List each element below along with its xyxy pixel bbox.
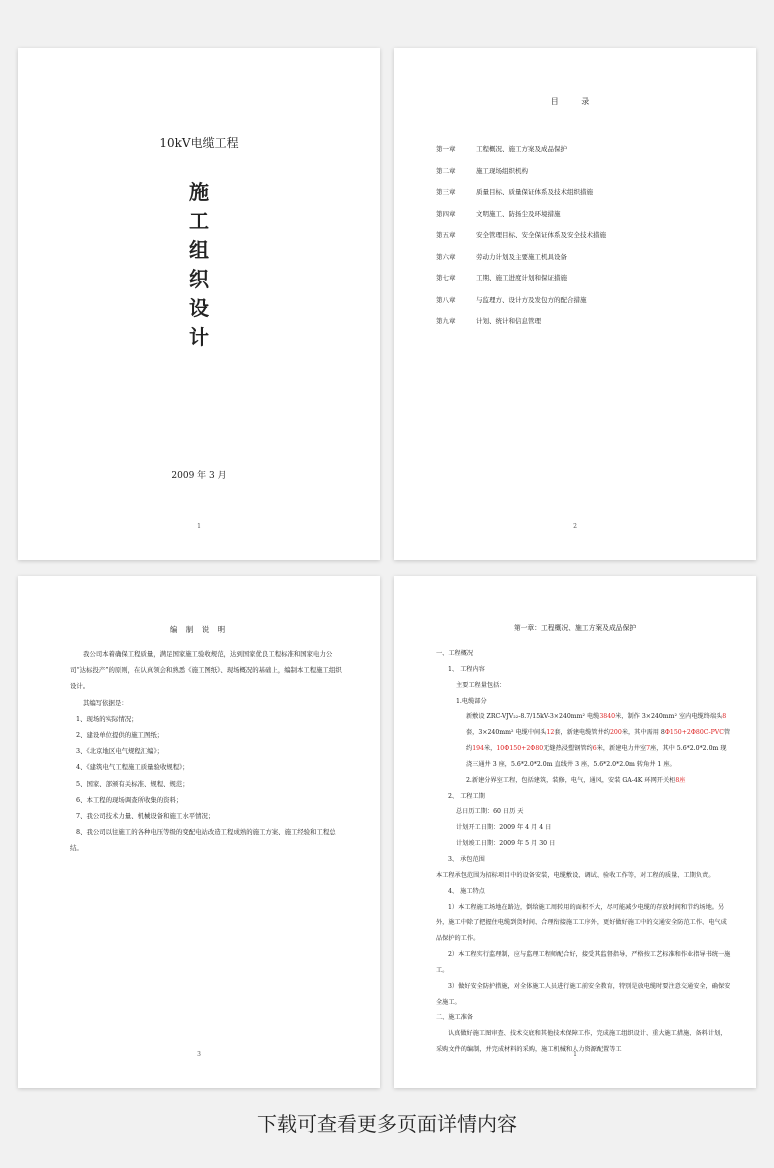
basis-heading: 其编写依据是： xyxy=(83,698,128,707)
toc-entry-title: 计划、统计和信息管理 xyxy=(476,317,541,326)
highlight-value: 6 xyxy=(592,745,597,753)
highlight-value: 8 xyxy=(675,776,680,784)
highlight-value: 8 xyxy=(722,713,727,721)
toc-entry-title: 工期、施工进度计划和保证措施 xyxy=(476,274,567,283)
cover-char: 计 xyxy=(189,325,209,349)
text-run: 套，新建电缆管井约 xyxy=(554,729,610,737)
subsection-heading: 2、 工程工期 xyxy=(448,792,485,800)
basis-item: 2、建设单位提供的施工图纸； xyxy=(76,731,164,740)
paragraph: 总日历工期：60 日历 天 xyxy=(456,808,524,816)
text-run: 米，制作 3×240mm² 室内电缆终端头 xyxy=(615,713,723,721)
page-cover xyxy=(18,48,380,560)
subsection-heading: 1、 工程内容 xyxy=(448,665,485,673)
text-run: 米，其中需用 8 xyxy=(621,729,665,737)
preface-title: 编 制 说 明 xyxy=(169,625,229,634)
basis-item: 8、我公司以往施工的各种电压等级的变配电站改造工程成熟的施工方案、施工经验和工程总结。 xyxy=(70,828,336,853)
building-paragraph xyxy=(436,773,732,789)
page-preface xyxy=(18,576,380,1088)
text-run: 无缝热浸塑钢管约 xyxy=(543,745,593,753)
text-run: 座 xyxy=(679,776,686,784)
cover-date: 2009 年 3 月 xyxy=(171,471,227,481)
cover-title: 10kV电缆工程 xyxy=(159,136,239,150)
highlight-value: 200 xyxy=(610,729,622,737)
highlight-value: 7 xyxy=(646,745,651,753)
cover-char: 工 xyxy=(189,209,209,233)
page-chapter-one xyxy=(394,576,756,1088)
toc-chapter: 第二章 xyxy=(436,166,456,175)
cable-paragraph xyxy=(436,709,732,772)
toc-chapter: 第八章 xyxy=(436,295,456,304)
paragraph: 1）本工程施工场地在路边，倒给施工周转用的面积不大，尽可能减少电缆的存放时间和节约场地。另外，施工中除了把握住电缆到货时间、合理衔接施工工序外，更好做好施工中的交通安全防范工作、电气成品保护的工作。 xyxy=(436,903,727,943)
toc-chapter: 第五章 xyxy=(436,231,456,240)
page-number: 1 xyxy=(573,1051,577,1058)
cover-char: 组 xyxy=(189,238,209,262)
basis-item: 6、本工程的现场调查所收集的资料； xyxy=(76,795,183,804)
toc-row xyxy=(436,160,726,182)
page-number: 3 xyxy=(197,1051,201,1058)
paragraph: 认真做好施工图审查、技术交底和其他技术保障工作，完成施工组织设计、重大施工措施、备料计划，采购文件的编制，并完成材料的采购，施工机械和人力资源配置等工 xyxy=(436,1030,727,1054)
toc-entry-title: 安全管理目标、安全保证体系及安全技术措施 xyxy=(476,231,606,240)
toc-entry-title: 工程概况、施工方案及成品保护 xyxy=(476,145,567,154)
text-run: 米， xyxy=(484,745,497,753)
paragraph: 本工程承包范围为招标项目中的设备安装，电缆敷设、调试、验收工作等，对工程的质量、工期负责。 xyxy=(436,871,715,879)
page-number: 1 xyxy=(197,523,201,530)
download-more-note: 下载可查看更多页面详情内容 xyxy=(257,1112,517,1136)
chapter-title: 第一章：工程概况、施工方案及成品保护 xyxy=(513,624,637,632)
toc-row xyxy=(436,138,726,160)
toc-entry-title: 质量目标、质量保证体系及技术组织措施 xyxy=(476,188,593,197)
cover-char: 设 xyxy=(189,296,209,320)
highlight-value: 10Φ150+2Φ80 xyxy=(496,745,544,753)
toc-chapter: 第三章 xyxy=(436,188,456,197)
basis-item: 4、《建筑电气工程施工质量验收规程》； xyxy=(76,763,189,772)
paragraph: 1.电缆部分 xyxy=(456,697,487,705)
paragraph: 3）做好安全防护措施，对全体施工人员进行施工前安全教育，特别是放电缆时要注意交通安全，确保安全施工。 xyxy=(436,982,731,1006)
highlight-value: 3840 xyxy=(599,713,616,721)
toc-title: 目 录 xyxy=(550,97,600,106)
toc-chapter: 第一章 xyxy=(436,145,456,154)
text-run: 套，3×240mm² 电缆中间头 xyxy=(466,729,547,737)
toc-chapter: 第六章 xyxy=(436,252,456,261)
highlight-value: Φ150+2Φ80C-PVC xyxy=(664,729,724,737)
text-run: 新敷设 ZRC-VJV₂₂-8.7/15kV-3×240mm² 电缆 xyxy=(466,713,600,721)
basis-item: 1、现场的实际情况； xyxy=(76,714,138,723)
toc-entry-title: 文明施工、防扬尘及环境措施 xyxy=(476,209,561,218)
basis-item: 3、《北京地区电气规程汇编》； xyxy=(76,747,164,756)
text-run: 米，新建电力井室 xyxy=(596,745,647,753)
toc-chapter: 第九章 xyxy=(436,317,456,326)
page-toc xyxy=(394,48,756,560)
toc-row xyxy=(436,267,726,289)
toc-row xyxy=(436,310,726,332)
basis-item: 5、国家、部颁有关标准、规程、规范； xyxy=(76,779,189,788)
section-heading: 一、工程概况 xyxy=(436,650,474,657)
subsection-heading: 3、 承包范围 xyxy=(448,855,485,863)
paragraph: 计划开工日期：2009 年 4 月 4 日 xyxy=(456,824,552,832)
toc-row xyxy=(436,289,726,311)
chapter-body xyxy=(436,646,732,1058)
section-heading: 二、施工准备 xyxy=(436,1014,474,1022)
basis-item: 7、我公司技术力量、机械设备和施工水平情况； xyxy=(76,812,215,821)
highlight-value: 12 xyxy=(546,729,555,737)
cover-char: 施 xyxy=(189,180,209,204)
highlight-value: 194 xyxy=(472,745,484,753)
toc-chapter: 第四章 xyxy=(436,209,456,218)
toc-entry-title: 劳动力计划及主要施工机具设备 xyxy=(476,252,567,261)
toc-row xyxy=(436,224,726,246)
preface-intro: 我公司本着确保工程质量，满足国家施工验收规范，达到国家优良工程标准和国家电力公司“达标投产”的原则，在认真领会和熟悉《施工图纸》、现场概况的基础上，编制本工程施工组织设计。 xyxy=(70,650,342,691)
toc-entry-title: 施工现场组织机构 xyxy=(476,166,528,175)
preface-body xyxy=(70,646,344,857)
subsection-heading: 4、 施工特点 xyxy=(448,887,485,895)
toc-row xyxy=(436,246,726,268)
cover-vertical-title xyxy=(18,178,380,352)
toc-chapter: 第七章 xyxy=(436,274,456,283)
toc-row xyxy=(436,181,726,203)
toc-list xyxy=(436,138,726,332)
text-run: 2.新建分界室工程，包括建筑，装修，电气，通风，安装 GA-4K 环网开关柜 xyxy=(466,776,676,784)
text-run: 座，其中 5.6*2.0*2.0m 现浇三通井 3 座，5.6*2.0*2.0m 直线井 3 座，5.6*2.0*2.0m 转角井 1 座。 xyxy=(466,745,727,768)
toc-row xyxy=(436,203,726,225)
toc-entry-title: 与监理方、设计方及发包方的配合措施 xyxy=(476,295,587,304)
text-run: 管约 xyxy=(466,729,731,753)
paragraph: 计划竣工日期：2009 年 5 月 30 日 xyxy=(456,840,556,848)
paragraph: 主要工程量包括： xyxy=(456,681,506,689)
cover-char: 织 xyxy=(189,267,209,291)
paragraph: 2）本工程实行监理制，应与监理工程师配合好，接受其监督指导，严格按工艺标准和作业指导书统一施工。 xyxy=(436,951,731,974)
page-number: 2 xyxy=(573,523,577,530)
